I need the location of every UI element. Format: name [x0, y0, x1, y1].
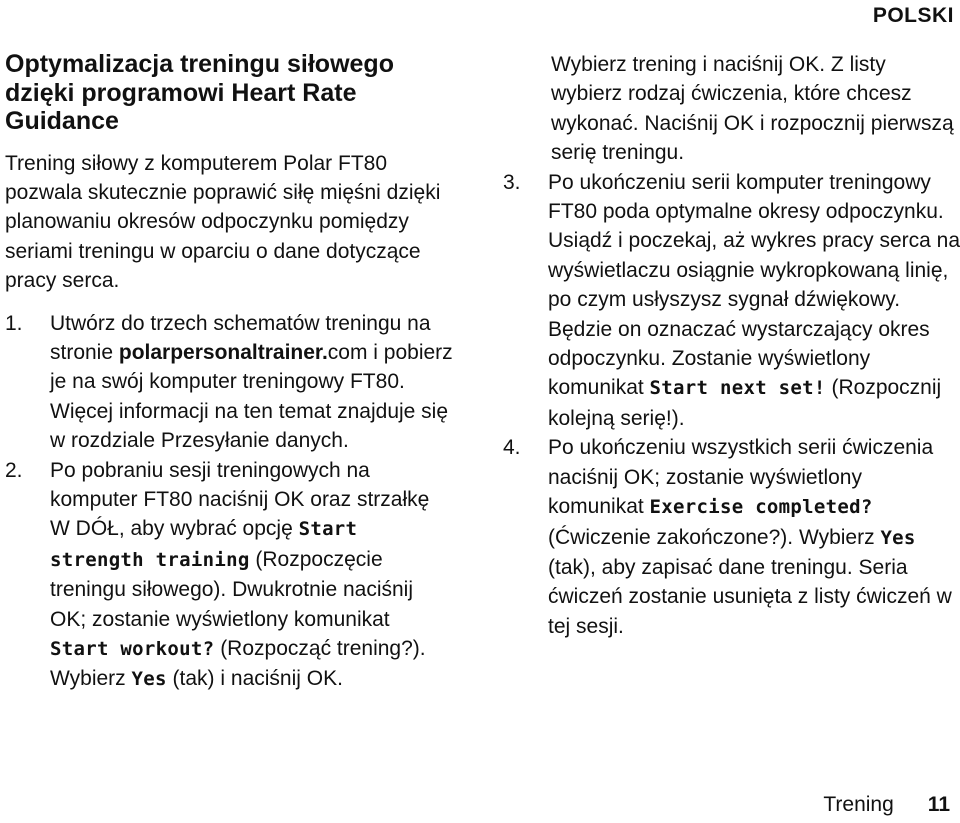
step-number: 4. — [503, 436, 521, 460]
step-3 — [503, 168, 960, 434]
right-column — [503, 50, 960, 641]
display-text-start-strength: Start strength training — [50, 518, 358, 571]
left-column — [5, 50, 453, 695]
step-2-continuation: Wybierz trening i naciśnij OK. Z listy wybierz rodzaj ćwiczenia, które chcesz wykonać. Naciśnij OK i rozpocznij pierwszą serię treningu. — [551, 53, 954, 165]
step-text — [50, 456, 453, 695]
step-number: 1. — [5, 311, 23, 335]
step-4 — [503, 433, 960, 641]
step-2 — [5, 456, 453, 695]
text-run: (tak), aby zapisać dane treningu. Seria ćwiczeń zostanie usunięta z listy ćwiczeń w tej sesji. — [548, 555, 952, 638]
display-text-yes: Yes — [880, 526, 916, 549]
step-text — [548, 433, 960, 641]
text-run: (Rozpocznij kolejną serię!). — [548, 376, 942, 430]
step-number: 3. — [503, 170, 521, 194]
display-text-start-next-set: Start next set! — [649, 377, 826, 400]
text-run: (Rozpoczęcie treningu siłowego). Dwukrotnie naciśnij OK; zostanie wyświetlony komunikat — [50, 547, 414, 631]
text-run: (Ćwiczenie zakończone?). Wybierz — [548, 525, 881, 549]
text-run: Po ukończeniu serii komputer treningowy FT80 poda optymalne okresy odpoczynku. Usiądź i poczekaj, aż wykres pracy serca na wyświetlaczu osiągnie wykropkowaną linię, po czym usłyszysz sygnał dźwiękowy. Będzie on oznaczać wystarczający okres odpoczynku. Zostanie wyświetlony komunikat — [548, 170, 960, 400]
text-run: i pobierz je na swój komputer treningowy FT80. Więcej informacji na ten temat znajduje się w rozdziale Przesyłanie danych. — [50, 340, 453, 453]
step-1 — [5, 309, 453, 456]
step-text — [548, 168, 960, 434]
text-run: (Rozpocząć trening?). Wybierz — [50, 637, 426, 691]
website-suffix: com — [327, 340, 368, 364]
website-name: polarpersonaltrainer. — [118, 340, 328, 364]
text-run: Po ukończeniu wszystkich serii ćwiczenia naciśnij OK; zostanie wyświetlony komunikat — [548, 436, 934, 519]
page-footer — [823, 793, 950, 817]
intro-paragraph: Trening siłowy z komputerem Polar FT80 pozwala skutecznie poprawić siłę mięśni dzięki planowaniu okresów odpoczynku pomiędzy seriami treningu w oparciu o dane dotyczące pracy serca. — [5, 151, 441, 293]
text-run: Po pobraniu sesji treningowych na komputer FT80 naciśnij OK oraz strzałkę W DÓŁ, aby wybrać opcję — [50, 458, 430, 541]
step-number: 2. — [5, 458, 23, 482]
step-text — [50, 309, 453, 456]
footer-section-name: Trening — [823, 793, 894, 816]
page-number: 11 — [927, 793, 950, 816]
display-text-exercise-completed: Exercise completed? — [649, 496, 873, 519]
section-title: Optymalizacja treningu siłowego dzięki programowi Heart Rate Guidance — [5, 50, 394, 135]
text-run: Utwórz do trzech schematów treningu na stronie — [50, 311, 431, 364]
display-text-start-workout: Start workout? — [50, 638, 215, 660]
language-header: POLSKI — [872, 4, 954, 27]
display-text-yes: Yes — [131, 668, 167, 691]
text-run: (tak) i naciśnij OK. — [166, 667, 343, 691]
